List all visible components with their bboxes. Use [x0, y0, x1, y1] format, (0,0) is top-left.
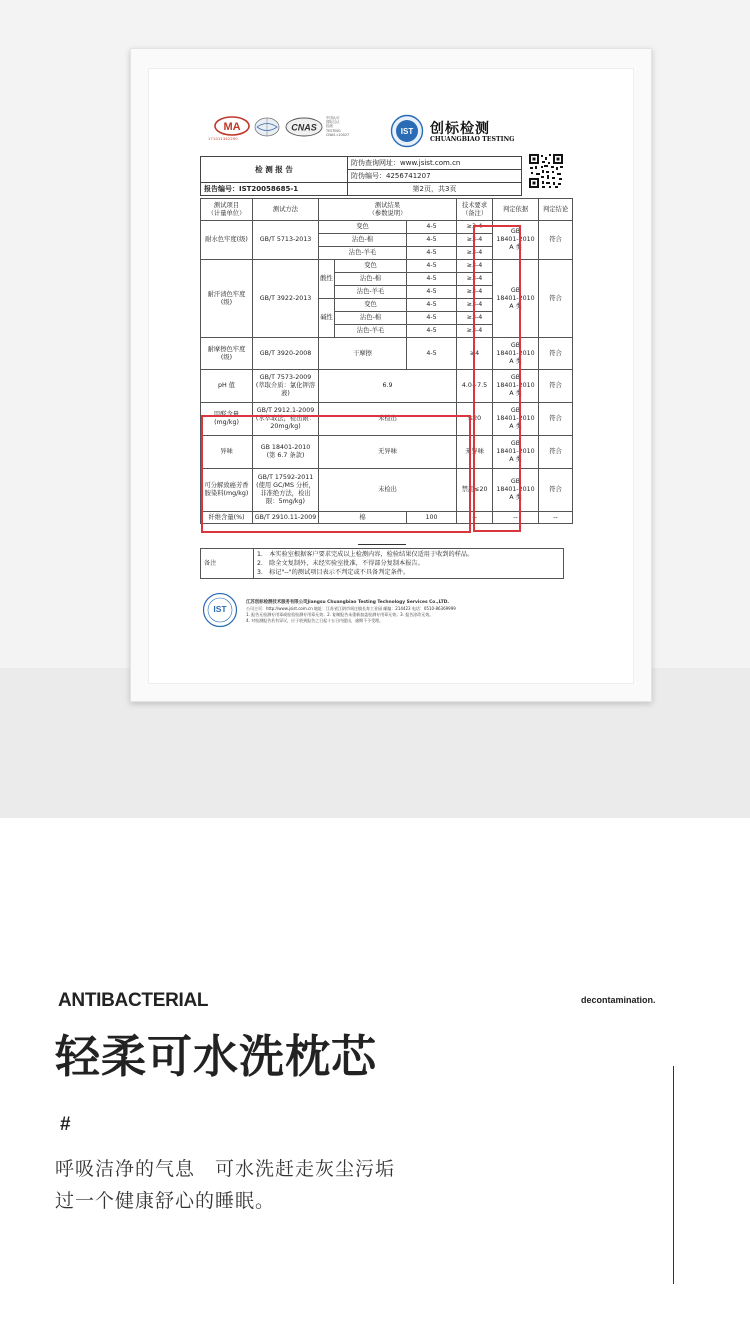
basis-cell: GB 18401-2010 A 类 — [493, 436, 539, 469]
brand-name-cn: 创标检测 — [430, 121, 490, 137]
method-cell: GB/T 7573-2009 (萃取介质：氯化钾溶液) — [253, 370, 319, 403]
divider-line — [358, 544, 406, 545]
note-line: 3. 标记"--"的测试项目表示不判定或不具备判定条件。 — [257, 569, 410, 576]
ist-footer-label: IST — [213, 604, 227, 614]
frame-mat — [148, 68, 634, 684]
req-cell: 4.0~7.5 — [457, 370, 493, 403]
ma-logo — [214, 116, 250, 136]
cnas-caption-line: CNAS L10027 — [326, 132, 350, 137]
req-cell: -- — [457, 512, 493, 524]
cnas-caption-line: TESTING — [326, 128, 341, 133]
value-cell: 100 — [407, 512, 457, 524]
sub-label-cell: 沾色-羊毛 — [335, 325, 407, 338]
req-cell: ≥3-4 — [457, 260, 493, 273]
sub-label-cell: 沾色-棉 — [335, 273, 407, 286]
cnas-caption-line: 中国认可 — [326, 116, 340, 120]
item-cell: 甲醛含量 (mg/kg) — [201, 403, 253, 436]
method-cell: GB/T 3922-2013 — [253, 260, 319, 338]
req-cell: 禁用≤20 — [457, 469, 493, 512]
req-cell: ≥3-4 — [457, 299, 493, 312]
req-cell: ≥3-4 — [457, 221, 493, 234]
cnas-caption-line: 检测 — [326, 124, 333, 129]
value-cell: 4-5 — [407, 234, 457, 247]
basis-cell: -- — [493, 512, 539, 524]
sub-label-cell: 沾色-棉 — [335, 312, 407, 325]
ist-label: IST — [400, 127, 414, 136]
footer-text — [246, 600, 566, 624]
report-number: 报告编号：IST20058685-1 — [201, 183, 348, 196]
sub-label-cell: 沾色-棉 — [319, 234, 407, 247]
basis-cell: GB 18401-2010 A 类 — [493, 370, 539, 403]
item-cell: 可分解致癌芳香 胺染料(mg/kg) — [201, 469, 253, 512]
value-cell: 4-5 — [407, 221, 457, 234]
product-title: 轻柔可水洗枕芯 — [55, 1030, 378, 1083]
highlight-box-basis — [473, 225, 521, 532]
col-header-requirement: 技术要求 （备注） — [457, 199, 493, 221]
method-cell: GB/T 2912.1-2009 (水萃取法，检出限： 20mg/kg) — [253, 403, 319, 436]
note-line: 1. 本实验室根据客户要求完成以上检测内容，检验结果仅适用于收到的样品。 — [257, 551, 474, 558]
req-cell: ≥3-4 — [457, 325, 493, 338]
col-header-method: 测试方法 — [253, 199, 319, 221]
verdict-cell: 符合 — [539, 221, 573, 260]
page-info: 第2页，共3页 — [348, 183, 522, 196]
notes-label: 备注 — [201, 549, 254, 579]
verdict-cell: -- — [539, 512, 573, 524]
value-cell: 4-5 — [407, 260, 457, 273]
verdict-cell: 符合 — [539, 338, 573, 370]
item-cell: 耐汗渍色牢度 (级) — [201, 260, 253, 338]
item-cell: 耐摩擦色牢度 (级) — [201, 338, 253, 370]
verdict-cell: 符合 — [539, 469, 573, 512]
tagline: decontamination. — [581, 995, 656, 1005]
ma-label: MA — [223, 121, 241, 133]
value-cell: 无异味 — [319, 436, 457, 469]
req-cell: ≥3-4 — [457, 273, 493, 286]
value-cell: 4-5 — [407, 299, 457, 312]
ilac-mra-logo — [254, 117, 280, 137]
acid-cell: 酸性 — [319, 260, 335, 299]
report-title: 检 测 报 告 — [201, 157, 348, 183]
sub-label-cell: 干摩擦 — [319, 338, 407, 370]
method-cell: GB/T 2910.11-2009 — [253, 512, 319, 524]
value-cell: 未检出 — [319, 469, 457, 512]
basis-cell: GB 18401-2010 A 类 — [493, 221, 539, 260]
verdict-cell: 符合 — [539, 260, 573, 338]
verify-website: 防伪查询网址：www.jsist.com.cn — [348, 157, 522, 170]
col-header-basis: 判定依据 — [493, 199, 539, 221]
cnas-caption — [326, 116, 352, 137]
vertical-divider — [673, 1066, 674, 1284]
footer-line: 1. 报告无检测专用章或检验检测专用章无效；2. 复制报告未重新加盖检测专用章无效；3. 报告涂改无效。 — [246, 612, 434, 617]
req-cell: 无异味 — [457, 436, 493, 469]
description-line-2: 过一个健康舒心的睡眠。 — [55, 1190, 276, 1212]
verify-code: 防伪编号：4256741207 — [348, 170, 522, 183]
item-cell: pH 值 — [201, 370, 253, 403]
picture-frame — [130, 48, 652, 702]
highlight-box-safety-items — [201, 415, 471, 533]
sub-label-cell: 变色 — [335, 299, 407, 312]
notes-content — [254, 549, 564, 579]
item-cell: 纤维含量(%) — [201, 512, 253, 524]
footer-line: 公司主页：http://www.jsist.com.cn 地址：江苏省江阴市周庄镇长寿工业园 邮编：214423 电话：0510-86369999 — [246, 606, 456, 611]
value-cell: 未检出 — [319, 403, 457, 436]
sub-label-cell: 变色 — [319, 221, 407, 234]
col-header-result: 测试结果 （参数说明） — [319, 199, 457, 221]
cnas-logo — [285, 117, 323, 137]
report-info-table — [200, 156, 522, 196]
test-report-sheet — [198, 110, 582, 640]
item-cell: 耐水色牢度(级) — [201, 221, 253, 260]
qr-code — [528, 153, 564, 189]
method-cell: GB 18401-2010 (第 6.7 条款) — [253, 436, 319, 469]
footer-company: 江苏创标检测技术服务有限公司Jiangsu Chuangbiao Testing Technology Services Co.,LTD. — [246, 600, 450, 605]
basis-cell: GB 18401-2010 A 类 — [493, 403, 539, 436]
method-cell: GB/T 17592-2011 (使用 GC/MS 分析， 非准绝方法，检出 限：5mg/kg) — [253, 469, 319, 512]
value-cell: 4-5 — [407, 338, 457, 370]
method-cell: GB/T 5713-2013 — [253, 221, 319, 260]
value-cell: 4-5 — [407, 286, 457, 299]
value-cell: 4-5 — [407, 273, 457, 286]
description-line-1: 呼吸洁净的气息 可水洗赶走灰尘污垢 — [55, 1158, 396, 1180]
sub-label-cell: 沾色-羊毛 — [319, 247, 407, 260]
item-cell: 异味 — [201, 436, 253, 469]
english-heading: ANTIBACTERIAL — [58, 990, 209, 1011]
sub-label-cell: 变色 — [335, 260, 407, 273]
cnas-label: CNAS — [291, 122, 317, 133]
footer-line: 4. 对检测报告若有异议，应于收到报告之日起十五日内提出，逾期不予受理。 — [246, 618, 384, 623]
basis-cell: GB 18401-2010 A 类 — [493, 260, 539, 338]
sub-label-cell: 棉 — [319, 512, 407, 524]
basis-cell: GB 18401-2010 A 类 — [493, 469, 539, 512]
note-line: 2. 除全文复制外，未经实验室批准，不得部分复制本报告。 — [257, 560, 424, 567]
verdict-cell: 符合 — [539, 403, 573, 436]
verdict-cell: 符合 — [539, 370, 573, 403]
value-cell: 4-5 — [407, 247, 457, 260]
cnas-caption-line: 国际互认 — [326, 120, 340, 125]
value-cell: 6.9 — [319, 370, 457, 403]
method-cell: GB/T 3920-2008 — [253, 338, 319, 370]
col-header-item: 测试项目 （计量单位） — [201, 199, 253, 221]
ist-logo — [390, 114, 424, 148]
value-cell: 4-5 — [407, 325, 457, 338]
ma-number: 171011342290 — [208, 137, 238, 141]
basis-cell: GB 18401-2010 A 类 — [493, 338, 539, 370]
req-cell: ≥3-4 — [457, 247, 493, 260]
req-cell: ≥4 — [457, 338, 493, 370]
hash-mark: # — [60, 1114, 71, 1135]
brand-name-en: CHUANGBIAO TESTING — [430, 136, 515, 143]
req-cell: ≤20 — [457, 403, 493, 436]
notes-table — [200, 548, 564, 579]
req-cell: ≥3-4 — [457, 312, 493, 325]
req-cell: ≥3-4 — [457, 234, 493, 247]
sub-label-cell: 沾色-羊毛 — [335, 286, 407, 299]
verdict-cell: 符合 — [539, 436, 573, 469]
table-header-row — [201, 199, 573, 221]
value-cell: 4-5 — [407, 312, 457, 325]
alkali-cell: 碱性 — [319, 299, 335, 338]
col-header-verdict: 判定结论 — [539, 199, 573, 221]
ist-footer-logo — [202, 592, 238, 628]
req-cell: ≥3-4 — [457, 286, 493, 299]
